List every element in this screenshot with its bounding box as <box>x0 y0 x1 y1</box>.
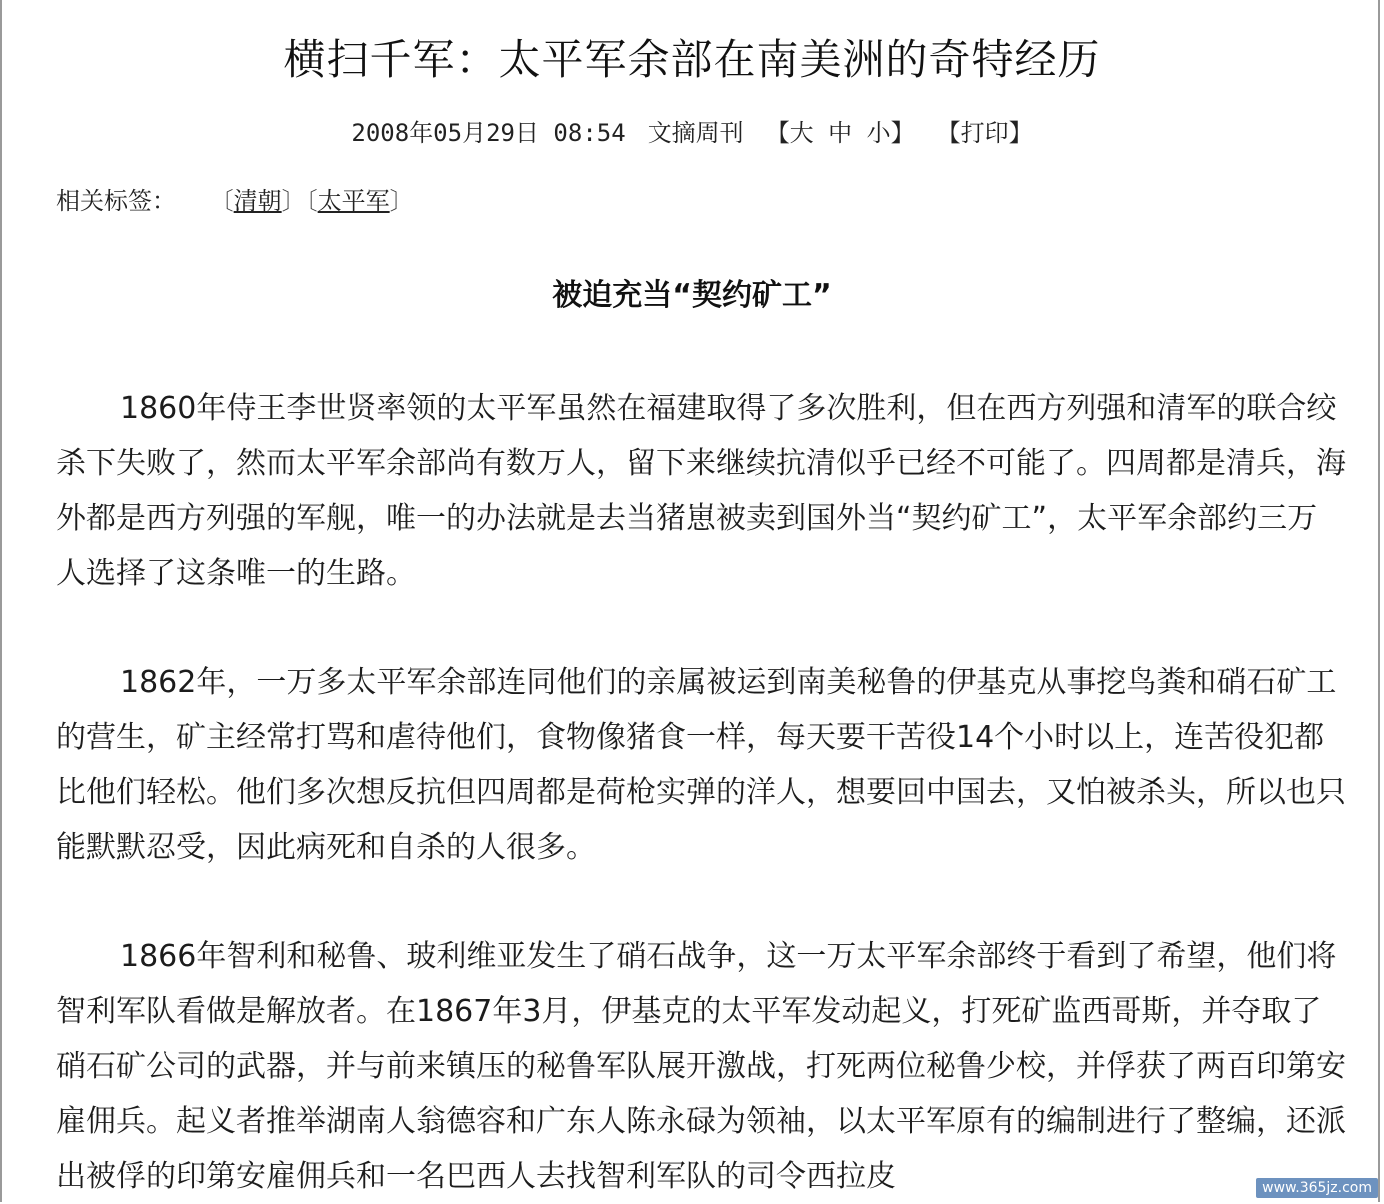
tag-link-taiping-army[interactable]: 太平军 <box>317 187 390 215</box>
related-tags: 相关标签： 〔清朝〕〔太平军〕 <box>56 187 414 215</box>
section-heading: 被迫充当“契约矿工” <box>552 278 832 313</box>
article-title: 横扫千军：太平军余部在南美洲的奇特经历 <box>283 35 1101 84</box>
paragraph: 1860年侍王李世贤率领的太平军虽然在福建取得了多次胜利，但在西方列强和清军的联合绞杀下失败了，然而太平军余部尚有数万人，留下来继续抗清似乎已经不可能了。四周都是清兵，海外都是西方列强的军舰，唯一的办法就是去当猪崽被卖到国外当“契约矿工”，太平军余部约三万人选择了这条唯一的生路。 <box>56 391 1346 591</box>
article-meta <box>2 114 1382 152</box>
paragraph: 1862年，一万多太平军余部连同他们的亲属被运到南美秘鲁的伊基克从事挖鸟粪和硝石矿工的营生，矿主经常打骂和虐待他们，食物像猪食一样，每天要干苦役14个小时以上，连苦役犯都比他们轻松。他们多次想反抗但四周都是荷枪实弹的洋人，想要回中国去，又怕被杀头，所以也只能默默忍受，因此病死和自杀的人很多。 <box>56 665 1346 865</box>
print-link[interactable]: 【打印】 <box>936 119 1033 147</box>
font-size-switcher[interactable]: 【大 中 小】 <box>765 119 915 147</box>
site-watermark: www.365jz.com <box>1256 1178 1378 1198</box>
related-tags-label: 相关标签： <box>56 187 176 215</box>
publish-datetime: 2008年05月29日 08:54 <box>351 119 626 147</box>
tag-link-qing-dynasty[interactable]: 清朝 <box>233 187 282 215</box>
article-source: 文摘周刊 <box>647 119 744 147</box>
paragraph: 1866年智利和秘鲁、玻利维亚发生了硝石战争，这一万太平军余部终于看到了希望，他们将智利军队看做是解放者。在1867年3月，伊基克的太平军发动起义，打死矿监西哥斯，并夺取了硝石矿公司的武器，并与前来镇压的秘鲁军队展开激战，打死两位秘鲁少校，并俘获了两百印第安雇佣兵。起义者推举湖南人翁德容和广东人陈永碌为领袖，以太平军原有的编制进行了整编，还派出被俘的印第安雇佣兵和一名巴西人去找智利军队的司令西拉皮 <box>56 939 1346 1194</box>
